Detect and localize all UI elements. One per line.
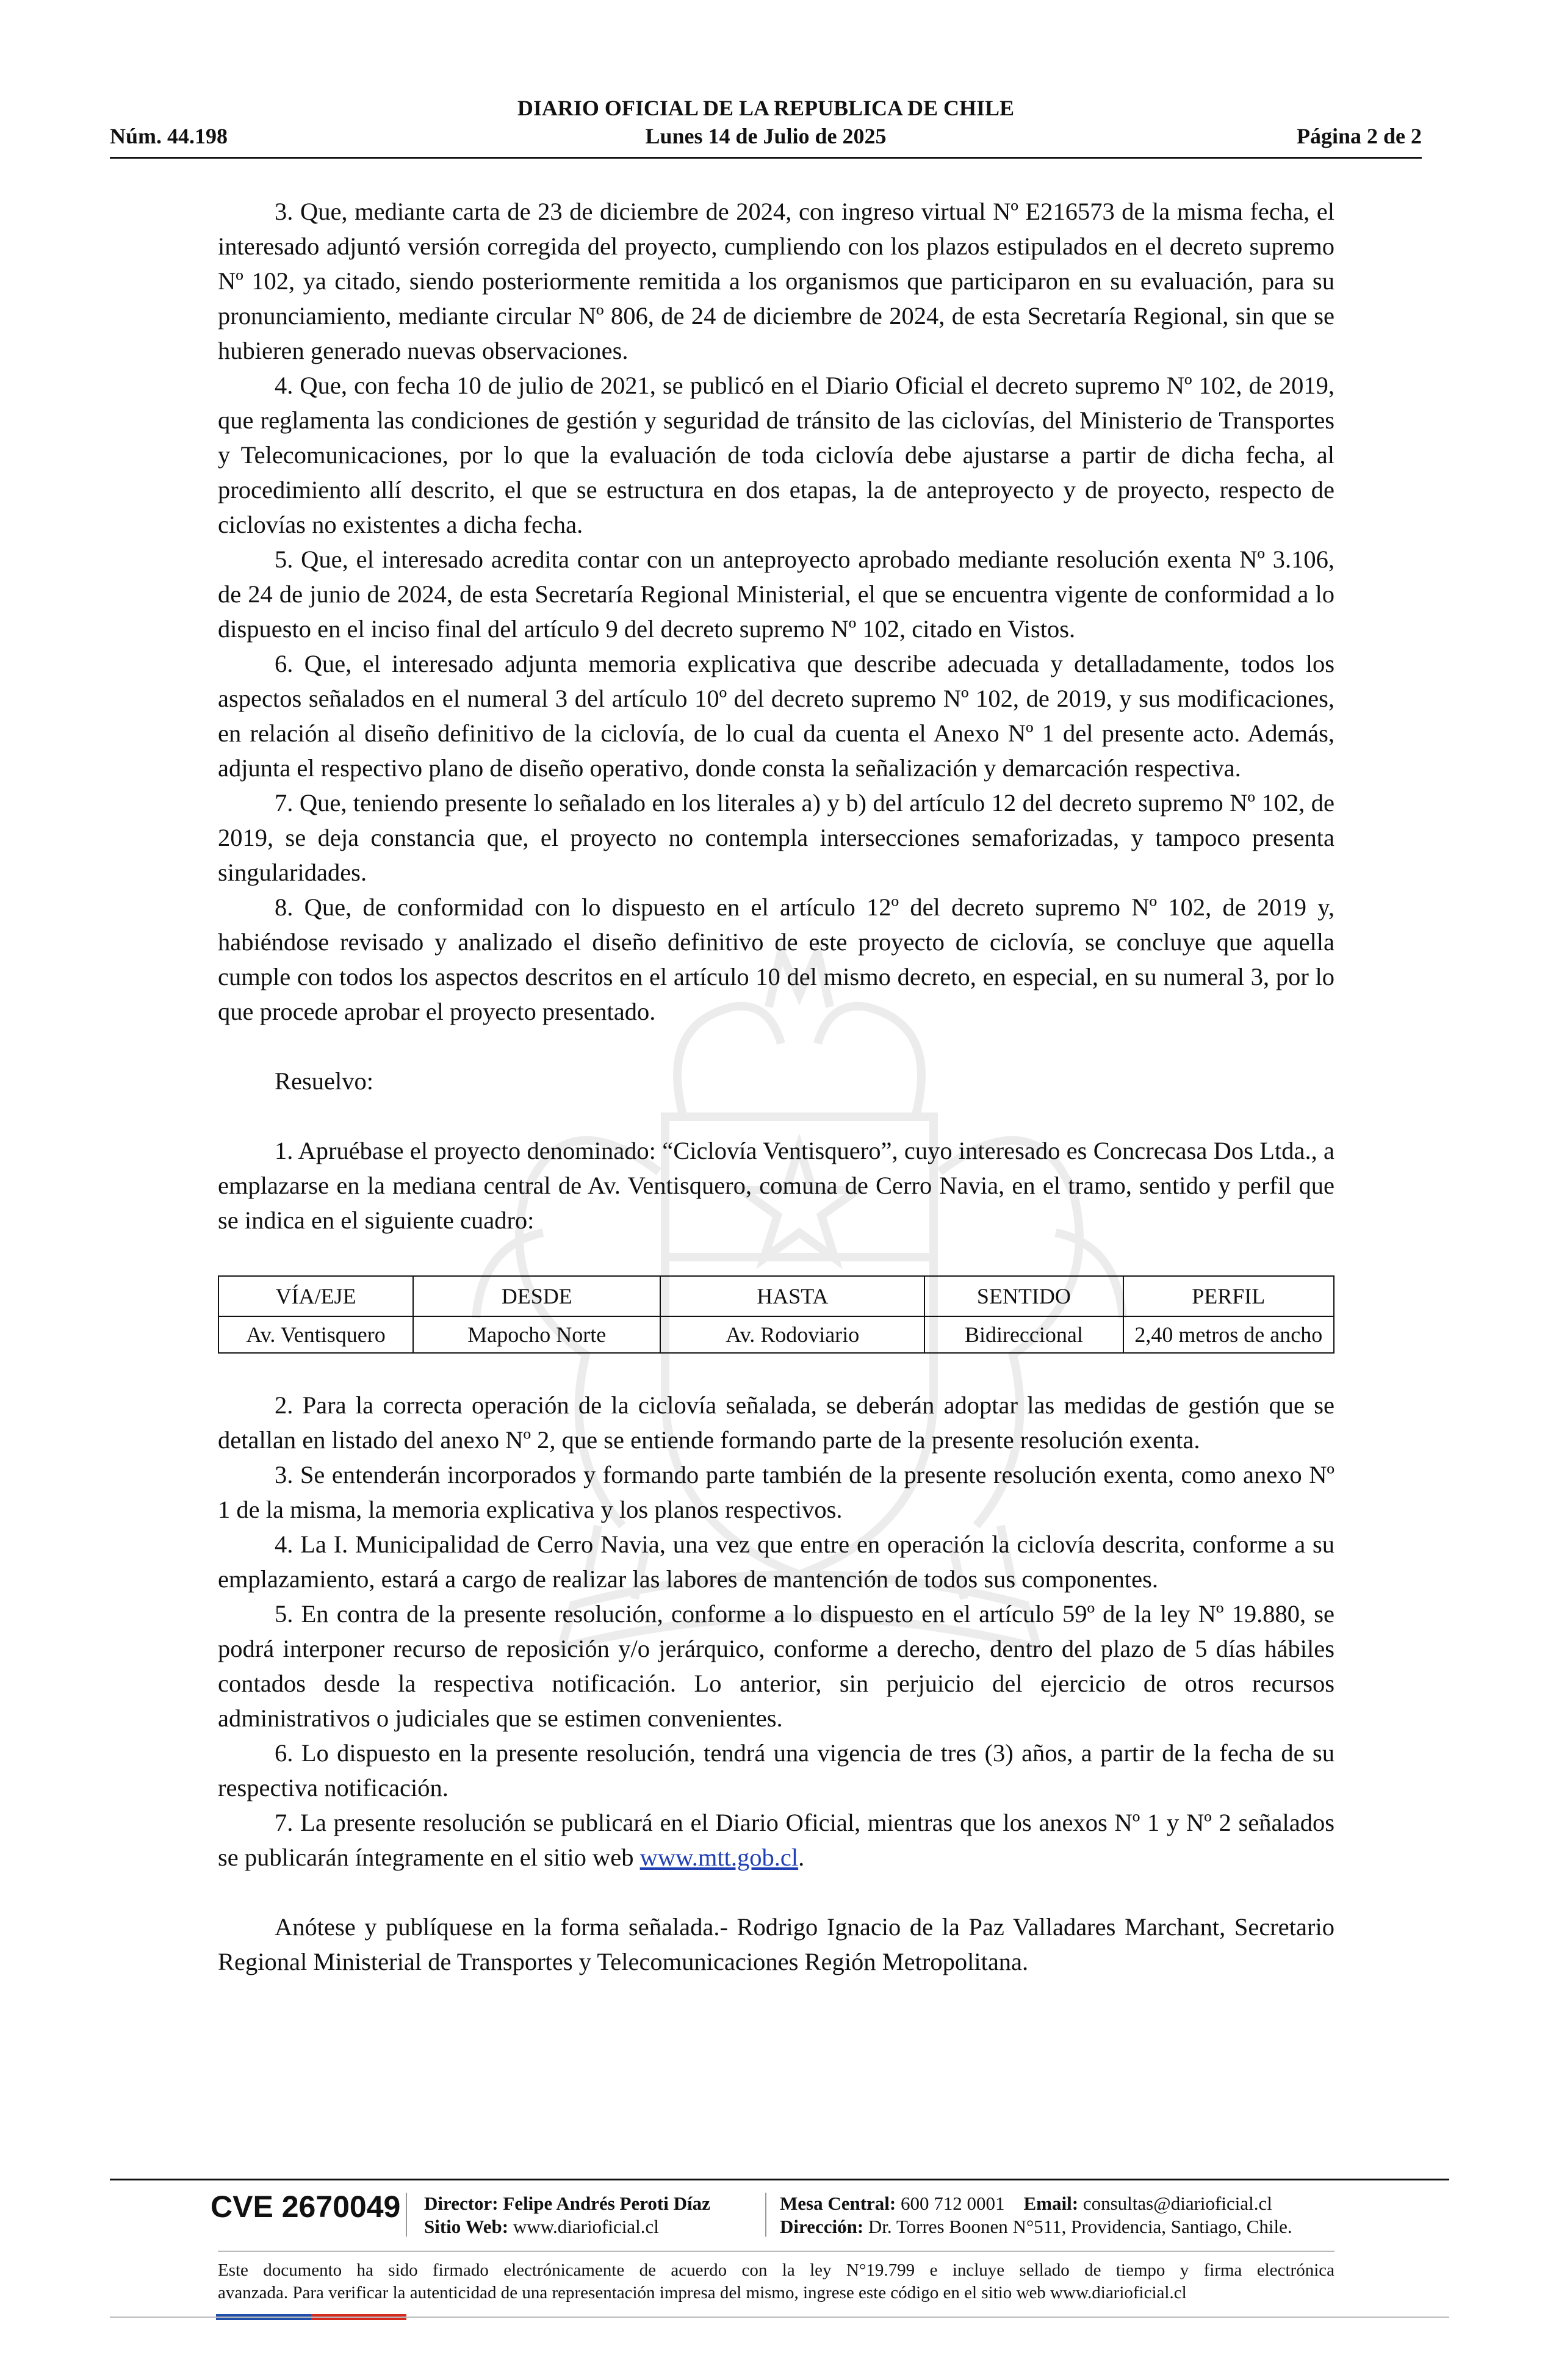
email-address: consultas@diarioficial.cl: [1082, 2193, 1272, 2214]
table-cell: Av. Rodoviario: [660, 1316, 924, 1353]
table-row: [218, 1316, 1334, 1353]
web-label: Sitio Web:: [424, 2216, 509, 2237]
resolution-7: [218, 1805, 1334, 1875]
issue-number: Núm. 44.198: [110, 124, 228, 148]
signature-notice: [218, 2259, 1334, 2304]
considerando-6: 6. Que, el interesado adjunta memoria explicativa que describe adecuada y detalladamente, todos los aspectos señalados en el numeral 3 del artículo 10º del decreto supremo Nº 102, de 2019, y sus modificaciones, en relación al diseño definitivo de la ciclovía, de lo cual da cuenta el Anexo Nº 1 del presente acto. Además, adjunta el respectivo plano de diseño operativo, donde consta la señalización y demarcación respectiva.: [218, 650, 1334, 782]
resolution-5: 5. En contra de la presente resolución, conforme a lo dispuesto en el artículo 59º de la ley Nº 19.880, se podrá interponer recurso de reposición y/o jerárquico, conforme a derecho, dentro del plazo de 5 días hábiles contados desde la respectiva notificación. Lo anterior, sin perjuicio del ejercicio de otros recursos administrativos o judiciales que se estimen convenientes.: [218, 1600, 1334, 1732]
table-header-cell: DESDE: [413, 1276, 660, 1316]
email-label: Email:: [1023, 2193, 1079, 2214]
footer-separator: [765, 2193, 766, 2237]
table-cell: 2,40 metros de ancho: [1123, 1316, 1334, 1353]
resolution-4: 4. La I. Municipalidad de Cerro Navia, una vez que entre en operación la ciclovía descrita, conforme a su emplazamiento, estará a cargo de realizar las labores de mantención de todos sus componentes.: [218, 1531, 1334, 1593]
page-number: Página 2 de 2: [1296, 124, 1422, 148]
considerando-7: 7. Que, teniendo presente lo señalado en los literales a) y b) del artículo 12 del decreto supremo Nº 102, de 2019, se deja constancia que, el proyecto no contempla intersecciones semaforizadas, y tampoco presenta singularidades.: [218, 789, 1334, 886]
resolution-7-text: 7. La presente resolución se publicará en el Diario Oficial, mientras que los anexos Nº 1 y Nº 2 señalados se publicarán íntegramente en el sitio web: [218, 1809, 1334, 1871]
resolution-2: 2. Para la correcta operación de la ciclovía señalada, se deberán adoptar las medidas de gestión que se detallan en listado del anexo Nº 2, que se entiende formando parte de la presente resolución exenta.: [218, 1391, 1334, 1454]
footer-separator: [406, 2193, 407, 2237]
address-text: Dr. Torres Boonen N°511, Providencia, Santiago, Chile.: [868, 2216, 1292, 2237]
resolution-7-end: .: [798, 1844, 805, 1871]
issue-date: Lunes 14 de Julio de 2025: [645, 124, 887, 148]
resolution-1: 1. Apruébase el proyecto denominado: “Ciclovía Ventisquero”, cuyo interesado es Concrecasa Dos Ltda., a emplazarse en la mediana central de Av. Ventisquero, comuna de Cerro Navia, en el tramo, sentido y perfil que se indica en el siguiente cuadro:: [218, 1137, 1334, 1234]
footer-director-block: [424, 2192, 710, 2238]
header-divider: [110, 157, 1422, 159]
notice-line-2: avanzada. Para verificar la autenticidad de una representación impresa del mismo, ingrese este código en el sitio web www.diarioficial.cl: [218, 2283, 1187, 2302]
table-cell: Av. Ventisquero: [218, 1316, 413, 1353]
considerando-5: 5. Que, el interesado acredita contar con un anteproyecto aprobado mediante resolución exenta Nº 3.106, de 24 de junio de 2024, de esta Secretaría Regional Ministerial, el que se encuentra vigente de conformidad a lo dispuesto en el inciso final del artículo 9 del decreto supremo Nº 102, citado en Vistos.: [218, 546, 1334, 643]
table-header-cell: SENTIDO: [924, 1276, 1123, 1316]
web-url: www.diarioficial.cl: [513, 2216, 659, 2237]
table-header-cell: VÍA/EJE: [218, 1276, 413, 1316]
director-name: Felipe Andrés Peroti Díaz: [503, 2193, 710, 2214]
considerando-4: 4. Que, con fecha 10 de julio de 2021, se publicó en el Diario Oficial el decreto supremo Nº 102, de 2019, que reglamenta las condiciones de gestión y seguridad de tránsito de las ciclovías, del Ministerio de Transportes y Telecomunicaciones, por lo que la evaluación de toda ciclovía debe ajustarse a partir de dicha fecha, al procedimiento allí descrito, el que se estructura en dos etapas, la de anteproyecto y de proyecto, respecto de ciclovías no existentes a dicha fecha.: [218, 372, 1334, 538]
mesa-phone: 600 712 0001: [901, 2193, 1005, 2214]
resolution-3: 3. Se entenderán incorporados y formando parte también de la presente resolución exenta, como anexo Nº 1 de la misma, la memoria explicativa y los planos respectivos.: [218, 1461, 1334, 1523]
footer-contact-block: [780, 2192, 1292, 2238]
page-header: [110, 92, 1422, 153]
resuelvo-heading: Resuelvo:: [275, 1067, 373, 1095]
resolution-6: 6. Lo dispuesto en la presente resolución, tendrá una vigencia de tres (3) años, a partir de la fecha de su respectiva notificación.: [218, 1739, 1334, 1801]
footer-bottom-line: [110, 2317, 1449, 2318]
notice-line-1: Este documento ha sido firmado electrónicamente de acuerdo con la ley N°19.799 e incluye sellado de tiempo y firma electrónica: [218, 2260, 1334, 2280]
table-cell: Mapocho Norte: [413, 1316, 660, 1353]
address-label: Dirección:: [780, 2216, 864, 2237]
project-table: [218, 1275, 1334, 1354]
cve-code: CVE 2670049: [211, 2190, 401, 2224]
considerando-8: 8. Que, de conformidad con lo dispuesto en el artículo 12º del decreto supremo Nº 102, de 2019 y, habiéndose revisado y analizado el diseño definitivo de este proyecto de ciclovía, se concluye que aquella cumple con todos los aspectos descritos en el artículo 10 del mismo decreto, en especial, en su numeral 3, por lo que procede aprobar el proyecto presentado.: [218, 893, 1334, 1025]
mesa-label: Mesa Central:: [780, 2193, 896, 2214]
table-header-cell: HASTA: [660, 1276, 924, 1316]
table-header-row: [218, 1276, 1334, 1316]
footer-divider: [110, 2179, 1449, 2180]
closing-signature: Anótese y publíquese en la forma señalada.- Rodrigo Ignacio de la Paz Valladares Marchant, Secretario Regional Ministerial de Transportes y Telecomunicaciones Región Metropolitana.: [218, 1913, 1334, 1975]
newspaper-title: DIARIO OFICIAL DE LA REPUBLICA DE CHILE: [517, 96, 1015, 120]
table-header-cell: PERFIL: [1123, 1276, 1334, 1316]
table-cell: Bidireccional: [924, 1316, 1123, 1353]
footer-note-divider: [218, 2251, 1334, 2252]
director-label: Director:: [424, 2193, 499, 2214]
document-body: [218, 194, 1334, 1979]
mtt-website-link[interactable]: www.mtt.gob.cl: [639, 1844, 799, 1871]
considerando-3: 3. Que, mediante carta de 23 de diciembre de 2024, con ingreso virtual Nº E216573 de la misma fecha, el interesado adjuntó versión corregida del proyecto, cumpliendo con los plazos estipulados en el decreto supremo Nº 102, ya citado, siendo posteriormente remitida a los organismos que participaron en su evaluación, para su pronunciamiento, mediante circular Nº 806, de 24 de diciembre de 2024, de esta Secretaría Regional, sin que se hubieren generado nuevas observaciones.: [218, 198, 1334, 364]
